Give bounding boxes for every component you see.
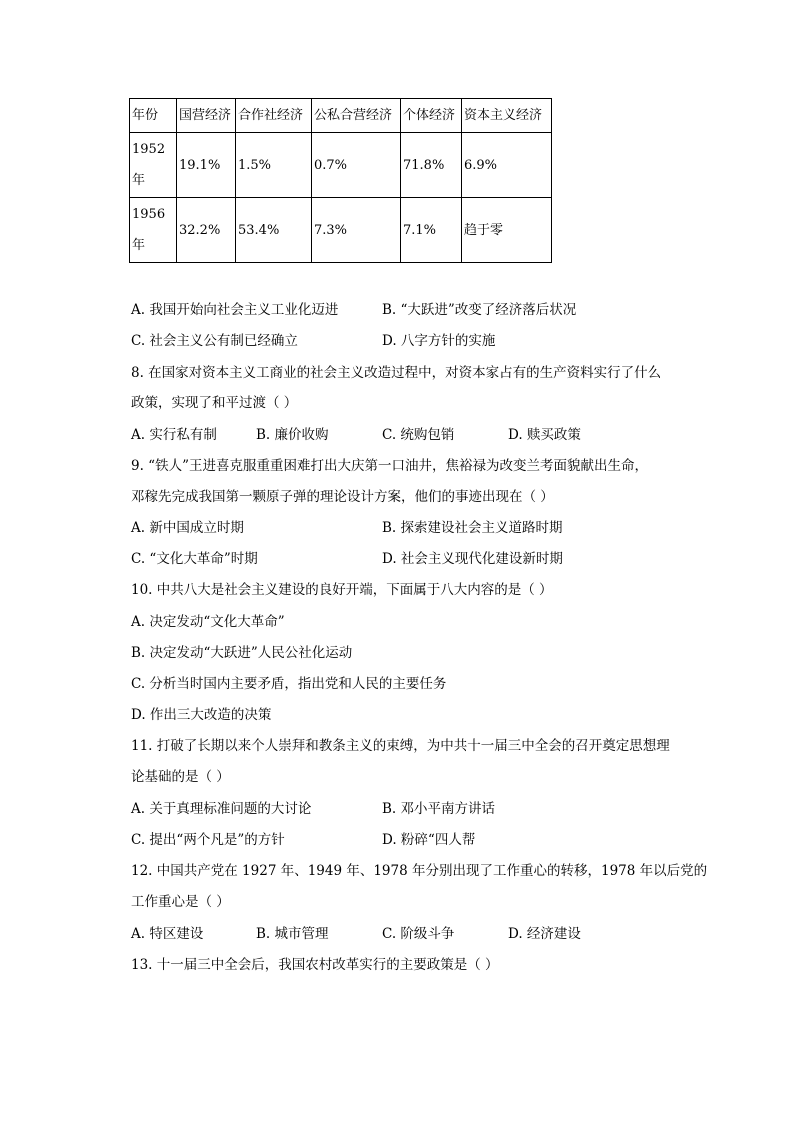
q8-option-d: D. 赎买政策 — [508, 427, 581, 443]
q12-option-b: B. 城市管理 — [256, 926, 329, 942]
table-header-cell: 合作社经济 — [236, 99, 312, 133]
q8-option-c: C. 统购包销 — [382, 427, 455, 443]
table-cell: 32.2% — [177, 198, 236, 263]
q10-option-d: D. 作出三大改造的决策 — [131, 707, 272, 723]
q12-stem-line2: 工作重心是（ ） — [131, 894, 230, 910]
q8-stem-line2: 政策，实现了和平过渡（ ） — [131, 395, 298, 411]
table-row — [130, 198, 552, 263]
table-header-cell: 个体经济 — [401, 99, 462, 133]
q10-option-c: C. 分析当时国内主要矛盾，指出党和人民的主要任务 — [131, 676, 447, 692]
q11-option-b: B. 邓小平南方讲话 — [382, 801, 496, 817]
table-cell: 趋于零 — [462, 198, 552, 263]
table-year-cell: 1956 年 — [130, 198, 177, 263]
q11-stem-line2: 论基础的是（ ） — [131, 769, 230, 785]
q10-option-a: A. 决定发动“文化大革命” — [131, 614, 285, 630]
table-cell: 1.5% — [236, 133, 312, 198]
economy-composition-table — [129, 98, 552, 263]
q9-option-b: B. 探索建设社会主义道路时期 — [382, 520, 563, 536]
q9-option-d: D. 社会主义现代化建设新时期 — [382, 551, 563, 567]
table-cell: 71.8% — [401, 133, 462, 198]
q12-option-a: A. 特区建设 — [131, 926, 204, 942]
q12-option-c: C. 阶级斗争 — [382, 926, 455, 942]
q11-option-a: A. 关于真理标准问题的大讨论 — [131, 801, 312, 817]
q11-stem-line1: 11. 打破了长期以来个人崇拜和教条主义的束缚，为中共十一届三中全会的召开奠定思想理 — [131, 738, 670, 754]
q7-option-d: D. 八字方针的实施 — [382, 333, 496, 349]
table-cell: 6.9% — [462, 133, 552, 198]
q9-option-a: A. 新中国成立时期 — [131, 520, 244, 536]
table-header-cell: 国营经济 — [177, 99, 236, 133]
q10-option-b: B. 决定发动“大跃进”人民公社化运动 — [131, 645, 353, 661]
q9-option-c: C. “文化大革命”时期 — [131, 551, 258, 567]
q7-option-a: A. 我国开始向社会主义工业化迈进 — [131, 302, 339, 318]
q11-option-d: D. 粉碎“四人帮 — [382, 832, 476, 848]
q7-option-b: B. “大跃进”改变了经济落后状况 — [382, 302, 577, 318]
table-header-cell: 年份 — [130, 99, 177, 133]
q10-stem-line1: 10. 中共八大是社会主义建设的良好开端，下面属于八大内容的是（ ） — [131, 582, 553, 598]
table-row — [130, 133, 552, 198]
table-cell: 0.7% — [312, 133, 401, 198]
q9-stem-line1: 9. “铁人”王进喜克服重重困难打出大庆第一口油井，焦裕禄为改变兰考面貌献出生命， — [131, 458, 648, 474]
table-cell: 7.1% — [401, 198, 462, 263]
q9-stem-line2: 邓稼先完成我国第一颗原子弹的理论设计方案，他们的事迹出现在（ ） — [131, 489, 554, 505]
q8-option-b: B. 廉价收购 — [256, 427, 329, 443]
q12-stem-line1: 12. 中国共产党在 1927 年、1949 年、1978 年分别出现了工作重心的转移，1978 年以后党的 — [131, 863, 708, 879]
q7-option-c: C. 社会主义公有制已经确立 — [131, 333, 298, 349]
q8-option-a: A. 实行私有制 — [131, 427, 217, 443]
table-cell: 19.1% — [177, 133, 236, 198]
table-cell: 53.4% — [236, 198, 312, 263]
q8-stem-line1: 8. 在国家对资本主义工商业的社会主义改造过程中，对资本家占有的生产资料实行了什么 — [131, 365, 662, 381]
q11-option-c: C. 提出“两个凡是”的方针 — [131, 832, 285, 848]
table-header-row — [130, 99, 552, 133]
table-cell: 7.3% — [312, 198, 401, 263]
q13-stem-line1: 13. 十一届三中全会后，我国农村改革实行的主要政策是（ ） — [131, 957, 499, 973]
q12-option-d: D. 经济建设 — [508, 926, 581, 942]
table-header-cell: 公私合营经济 — [312, 99, 401, 133]
table-header-cell: 资本主义经济 — [462, 99, 552, 133]
table-year-cell: 1952 年 — [130, 133, 177, 198]
